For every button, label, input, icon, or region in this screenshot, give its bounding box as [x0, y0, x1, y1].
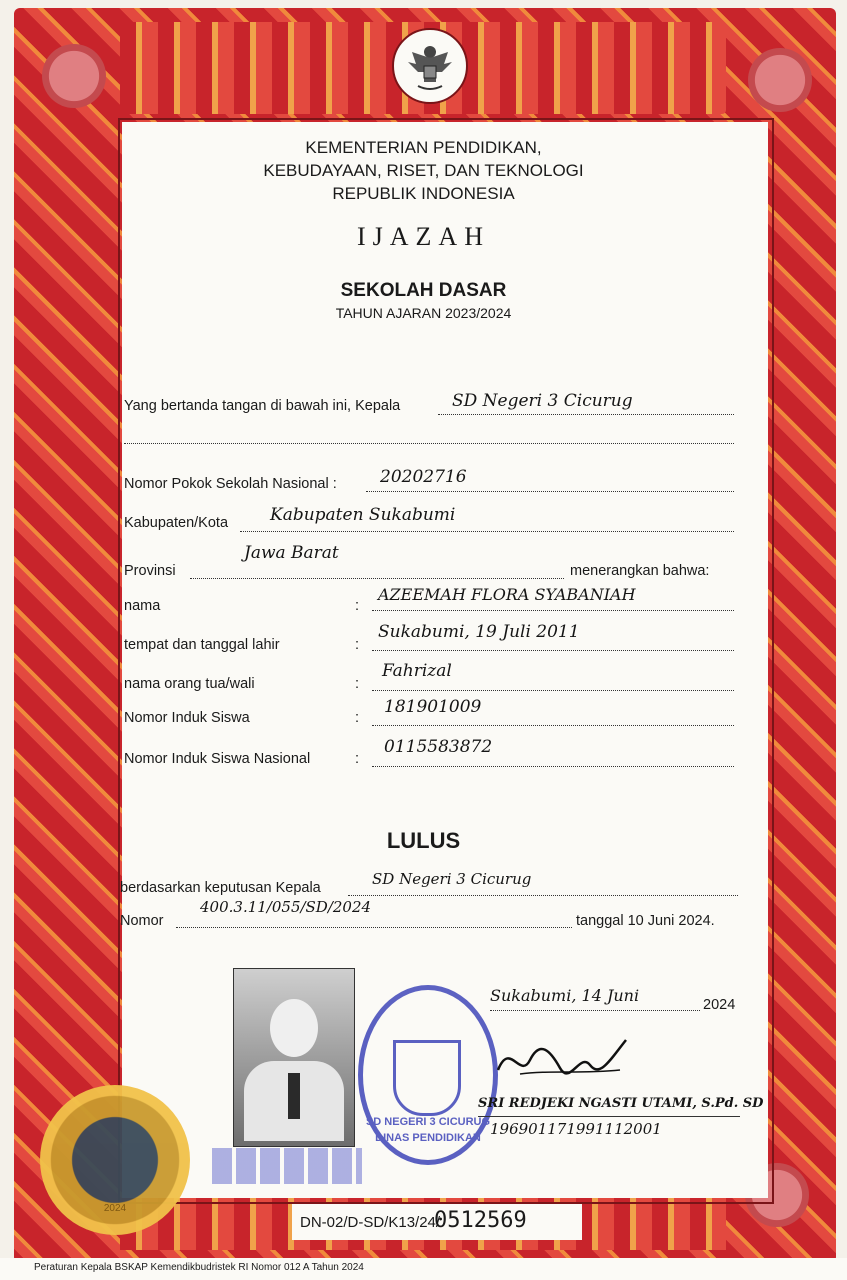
provinsi-value: Jawa Barat — [244, 543, 339, 563]
dotted-line — [372, 690, 734, 691]
dotted-line — [438, 414, 734, 415]
dotted-line — [372, 725, 734, 726]
footer-bar — [0, 1258, 847, 1280]
school-stamp — [358, 985, 498, 1165]
nama-label: nama — [124, 598, 161, 614]
dotted-line — [366, 491, 734, 492]
serial-box — [292, 1204, 582, 1240]
signature-year: 2024 — [703, 997, 736, 1013]
serial-number: 0512569 — [434, 1208, 527, 1233]
ttl-value: Sukabumi, 19 Juli 2011 — [378, 622, 580, 642]
kabupaten-value: Kabupaten Sukabumi — [270, 505, 456, 525]
stamp-bottom-text: DINAS PENDIDIKAN — [375, 1132, 481, 1144]
nisn-value: 0115583872 — [384, 737, 493, 757]
ttl-label: tempat dan tanggal lahir — [124, 637, 280, 653]
stamp-ring-text: SD NEGERI 3 CICURUG — [365, 1116, 491, 1128]
colon: : — [355, 751, 360, 767]
colon: : — [355, 637, 360, 653]
colon: : — [355, 676, 360, 692]
garuda-emblem-icon — [392, 28, 468, 104]
dotted-line — [490, 1010, 700, 1011]
ministry-line-3: REPUBLIK INDONESIA — [332, 184, 515, 203]
photo-head — [270, 999, 318, 1057]
ministry-line-2: KEBUDAYAAN, RISET, DAN TEKNOLOGI — [263, 161, 584, 180]
ministry-line-1: KEMENTERIAN PENDIDIKAN, — [305, 138, 542, 157]
dasar-value: SD Negeri 3 Cicurug — [372, 870, 532, 888]
dotted-line — [124, 443, 734, 444]
menerangkan-text: menerangkan bahwa: — [570, 563, 710, 579]
provinsi-label: Provinsi — [124, 563, 176, 579]
signatory-name: SRI REDJEKI NGASTI UTAMI, S.Pd. SD — [478, 1096, 764, 1111]
nomor-label: Nomor — [120, 913, 164, 929]
nis-value: 181901009 — [384, 697, 482, 717]
hologram-year: 2024 — [103, 1203, 127, 1214]
dotted-line — [240, 531, 734, 532]
document-title: IJAZAH — [357, 222, 490, 251]
stamp-shield-icon — [393, 1040, 461, 1116]
signature-underline — [478, 1116, 740, 1117]
kepala-label: Yang bertanda tangan di bawah ini, Kepala — [124, 398, 401, 414]
colon: : — [355, 598, 360, 614]
nomor-value: 400.3.11/055/SD/2024 — [200, 898, 372, 916]
kabupaten-label: Kabupaten/Kota — [124, 515, 229, 531]
corner-ornament-top-left — [42, 44, 106, 108]
dotted-line — [190, 578, 564, 579]
graduation-status: LULUS — [386, 828, 461, 853]
dasar-label: berdasarkan keputusan Kepala — [120, 880, 321, 896]
signature-place-date: Sukabumi, 14 Juni — [490, 986, 640, 1005]
academic-year: TAHUN AJARAN 2023/2024 — [335, 305, 512, 321]
npsn-label: Nomor Pokok Sekolah Nasional : — [124, 476, 337, 492]
nisn-label: Nomor Induk Siswa Nasional — [124, 751, 311, 767]
ortu-value: Fahrizal — [382, 661, 452, 681]
dotted-line — [372, 766, 734, 767]
signature-scribble — [490, 1030, 630, 1090]
npsn-value: 20202716 — [380, 467, 467, 487]
ortu-label: nama orang tua/wali — [124, 676, 255, 692]
signatory-nip: 196901171991112001 — [490, 1120, 662, 1138]
colon: : — [355, 710, 360, 726]
fingerprint-mark — [212, 1148, 362, 1184]
dotted-line — [372, 610, 734, 611]
serial-prefix: DN-02/D-SD/K13/24/ — [300, 1214, 441, 1231]
school-level: SEKOLAH DASAR — [340, 280, 507, 301]
dotted-line — [348, 895, 738, 896]
kepala-value: SD Negeri 3 Cicurug — [452, 391, 633, 411]
dotted-line — [372, 650, 734, 651]
hologram-seal — [40, 1085, 190, 1235]
corner-ornament-top-right — [748, 48, 812, 112]
nis-label: Nomor Induk Siswa — [124, 710, 250, 726]
nama-value: AZEEMAH FLORA SYABANIAH — [378, 585, 636, 604]
photo-tie — [288, 1073, 300, 1119]
tanggal-text: tanggal 10 Juni 2024. — [576, 913, 715, 929]
student-photo — [233, 968, 355, 1147]
dotted-line — [176, 927, 572, 928]
footer-regulation: Peraturan Kepala BSKAP Kemendikbudristek RI Nomor 012 A Tahun 2024 — [34, 1262, 364, 1273]
